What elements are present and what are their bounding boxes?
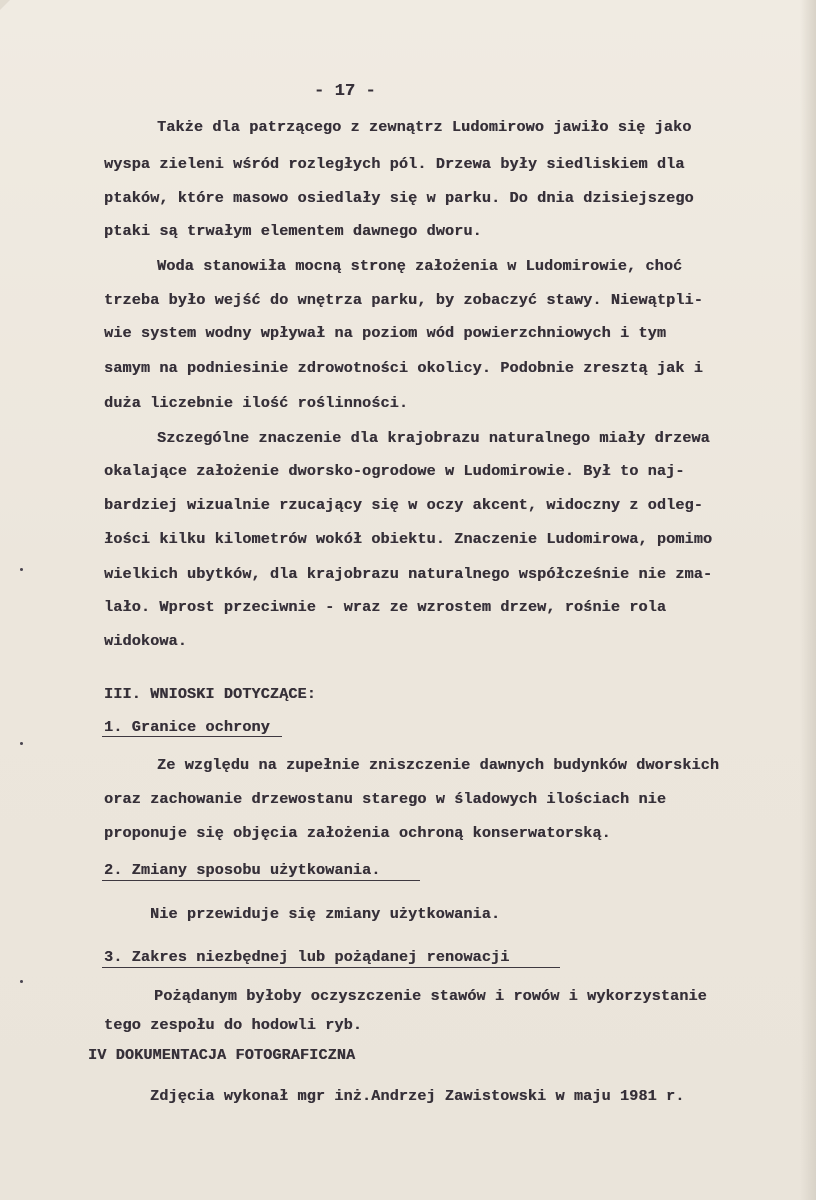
subsection-1-line: oraz zachowanie drzewostanu starego w śladowych ilościach nie [104,790,667,808]
paragraph-1-line: Także dla patrzącego z zewnątrz Ludomirowo jawiło się jako [157,118,692,136]
paragraph-3-line: Szczególne znaczenie dla krajobrazu naturalnego miały drzewa [157,429,710,447]
page-corner [0,0,10,10]
subsection-1-title: 1. Granice ochrony [104,718,270,736]
subsection-2-underline [102,880,420,881]
page-number: - 17 - [314,82,376,101]
paragraph-2-line: Woda stanowiła mocną stronę założenia w Ludomirowie, choć [157,257,683,275]
subsection-3-title: 3. Zakres niezbędnej lub pożądanej renowacji [104,948,510,966]
section-iii-heading: III. WNIOSKI DOTYCZĄCE: [104,685,316,703]
paragraph-3-line: okalające założenie dworsko-ogrodowe w Ludomirowie. Był to naj- [104,462,685,480]
subsection-2-title: 2. Zmiany sposobu użytkowania. [104,861,381,879]
paragraph-3-line: lało. Wprost przeciwnie - wraz ze wzrostem drzew, rośnie rola [104,598,667,616]
subsection-3-line: Pożądanym byłoby oczyszczenie stawów i rowów i wykorzystanie [154,987,707,1005]
paragraph-3-line: wielkich ubytków, dla krajobrazu naturalnego współcześnie nie zma- [104,565,713,583]
margin-mark [20,980,23,983]
page-edge [800,0,816,1200]
paragraph-2-line: samym na podniesinie zdrowotności okolicy. Podobnie zresztą jak i [104,359,703,377]
paragraph-2-line: wie system wodny wpływał na poziom wód powierzchniowych i tym [104,324,667,342]
paragraph-3-line: łości kilku kilometrów wokół obiektu. Znaczenie Ludomirowa, pomimo [104,530,713,548]
paragraph-1-line: ptaki są trwałym elementem dawnego dworu. [104,222,482,240]
section-iv-heading: IV DOKUMENTACJA FOTOGRAFICZNA [88,1046,356,1064]
paragraph-2-line: trzeba było wejść do wnętrza parku, by zobaczyć stawy. Niewątpli- [104,291,703,309]
paragraph-3-line: bardziej wizualnie rzucający się w oczy akcent, widoczny z odleg- [104,496,703,514]
subsection-1-line: proponuje się objęcia założenia ochroną konserwatorską. [104,824,611,842]
subsection-1-line: Ze względu na zupełnie zniszczenie dawnych budynków dworskich [157,756,720,774]
subsection-3-underline [102,967,560,968]
subsection-3-line: tego zespołu do hodowli ryb. [104,1016,362,1034]
margin-mark [20,742,23,745]
paragraph-1-line: wyspa zieleni wśród rozległych pól. Drzewa były siedliskiem dla [104,155,685,173]
margin-mark [20,568,23,571]
subsection-1-underline [102,736,282,737]
paragraph-2-line: duża liczebnie ilość roślinności. [104,394,409,412]
paragraph-1-line: ptaków, które masowo osiedlały się w parku. Do dnia dzisiejszego [104,189,694,207]
paragraph-3-line: widokowa. [104,632,187,650]
subsection-2-line: Nie przewiduje się zmiany użytkowania. [150,905,501,923]
section-iv-line: Zdjęcia wykonał mgr inż.Andrzej Zawistowski w maju 1981 r. [150,1087,685,1105]
